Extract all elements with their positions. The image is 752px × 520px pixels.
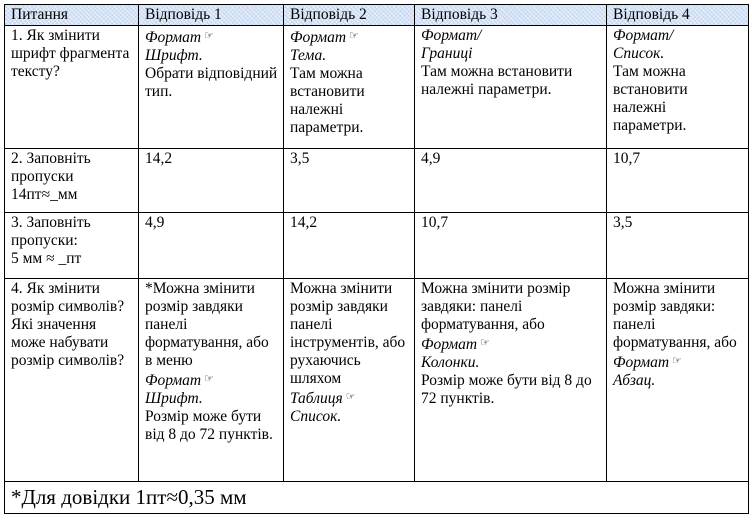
- question-text: 4. Як змінити розмір символів?: [11, 280, 125, 315]
- header-answer-4: Відповідь 4: [607, 5, 749, 26]
- answer-cell: 4,9: [139, 213, 284, 279]
- header-row: [5, 5, 749, 26]
- menu-path-part: Тема.: [290, 47, 327, 64]
- question-text: 2. Заповніть пропуски: [11, 150, 91, 185]
- header-answer-3: Відповідь 3: [415, 5, 607, 26]
- answer-cell: 14,2: [284, 213, 415, 279]
- answer-cell: [415, 26, 607, 149]
- answer-text: Можна змінити розмір завдяки: панелі форматування, або: [613, 280, 737, 351]
- header-question: Питання: [5, 5, 139, 26]
- answer-text: Розмір може бути від 8 до 72 пунктів.: [421, 372, 592, 407]
- menu-path-part: Шрифт.: [145, 47, 203, 64]
- header-answer-2: Відповідь 2: [284, 5, 415, 26]
- menu-path-part: Таблиця: [290, 390, 343, 407]
- answer-text: Там можна встановити належні параметри.: [290, 65, 365, 136]
- menu-path-part: Формат: [421, 336, 478, 353]
- answer-text: Там можна встановити належні параметри.: [613, 63, 688, 134]
- menu-path-part: Список.: [290, 408, 342, 425]
- answer-cell: [284, 279, 415, 482]
- question-cell: [5, 26, 139, 149]
- answer-text: Обрати відповідний тип.: [145, 65, 278, 100]
- answer-text: Там можна встановити належні параметри.: [421, 63, 573, 98]
- table-row: [5, 149, 749, 213]
- question-cell: [5, 279, 139, 482]
- answer-text: Можна змінити розмір завдяки панелі інструментів, або рухаючись шляхом: [290, 280, 406, 387]
- answer-cell: 3,5: [284, 149, 415, 213]
- question-text: Які значення може набувати розмір символів?: [11, 316, 125, 369]
- menu-path-part: Список.: [613, 45, 665, 62]
- menu-path-part: Формат/: [613, 27, 674, 44]
- answer-cell: 14,2: [139, 149, 284, 213]
- answer-cell: 10,7: [415, 213, 607, 279]
- pointing-hand-icon: ☞: [480, 337, 490, 349]
- pointing-hand-icon: ☞: [204, 373, 214, 385]
- question-blank: 5 мм ≈ _пт: [11, 250, 82, 267]
- question-cell: [5, 213, 139, 279]
- header-answer-1: Відповідь 1: [139, 5, 284, 26]
- quiz-table: [4, 4, 749, 514]
- table-row: [5, 279, 749, 482]
- menu-path-part: Границі: [421, 45, 473, 62]
- pointing-hand-icon: ☞: [204, 30, 214, 42]
- pointing-hand-icon: ☞: [345, 391, 356, 403]
- question-blank: 14пт≈_мм: [11, 186, 78, 203]
- pointing-hand-icon: ☞: [672, 355, 682, 367]
- question-text: 1. Як змінити шрифт фрагмента тексту?: [11, 27, 130, 80]
- answer-cell: [284, 26, 415, 149]
- answer-cell: 4,9: [415, 149, 607, 213]
- menu-path-part: Формат: [290, 29, 347, 46]
- question-text: 3. Заповніть пропуски:: [11, 214, 91, 249]
- menu-path-part: Формат/: [421, 27, 482, 44]
- question-cell: [5, 149, 139, 213]
- answer-cell: [607, 279, 749, 482]
- menu-path-part: Колонки.: [421, 354, 480, 371]
- answer-cell: [607, 26, 749, 149]
- answer-cell: [139, 279, 284, 482]
- answer-text: *Можна змінити розмір завдяки панелі форматування, або в меню: [145, 280, 269, 369]
- answer-text: Можна змінити розмір завдяки: панелі форматування, або: [421, 280, 571, 333]
- table-row: [5, 213, 749, 279]
- footnote-row: [5, 482, 749, 514]
- answer-cell: 3,5: [607, 213, 749, 279]
- menu-path-part: Формат: [613, 354, 670, 371]
- table-row: [5, 26, 749, 149]
- answer-cell: 10,7: [607, 149, 749, 213]
- menu-path-part: Формат: [145, 372, 202, 389]
- answer-cell: [415, 279, 607, 482]
- pointing-hand-icon: ☞: [349, 30, 359, 42]
- answer-text: Розмір може бути від 8 до 72 пунктів.: [145, 408, 273, 443]
- footnote: *Для довідки 1пт≈0,35 мм: [5, 482, 749, 514]
- menu-path-part: Формат: [145, 29, 202, 46]
- menu-path-part: Абзац.: [613, 372, 656, 389]
- menu-path-part: Шрифт.: [145, 390, 203, 407]
- answer-cell: [139, 26, 284, 149]
